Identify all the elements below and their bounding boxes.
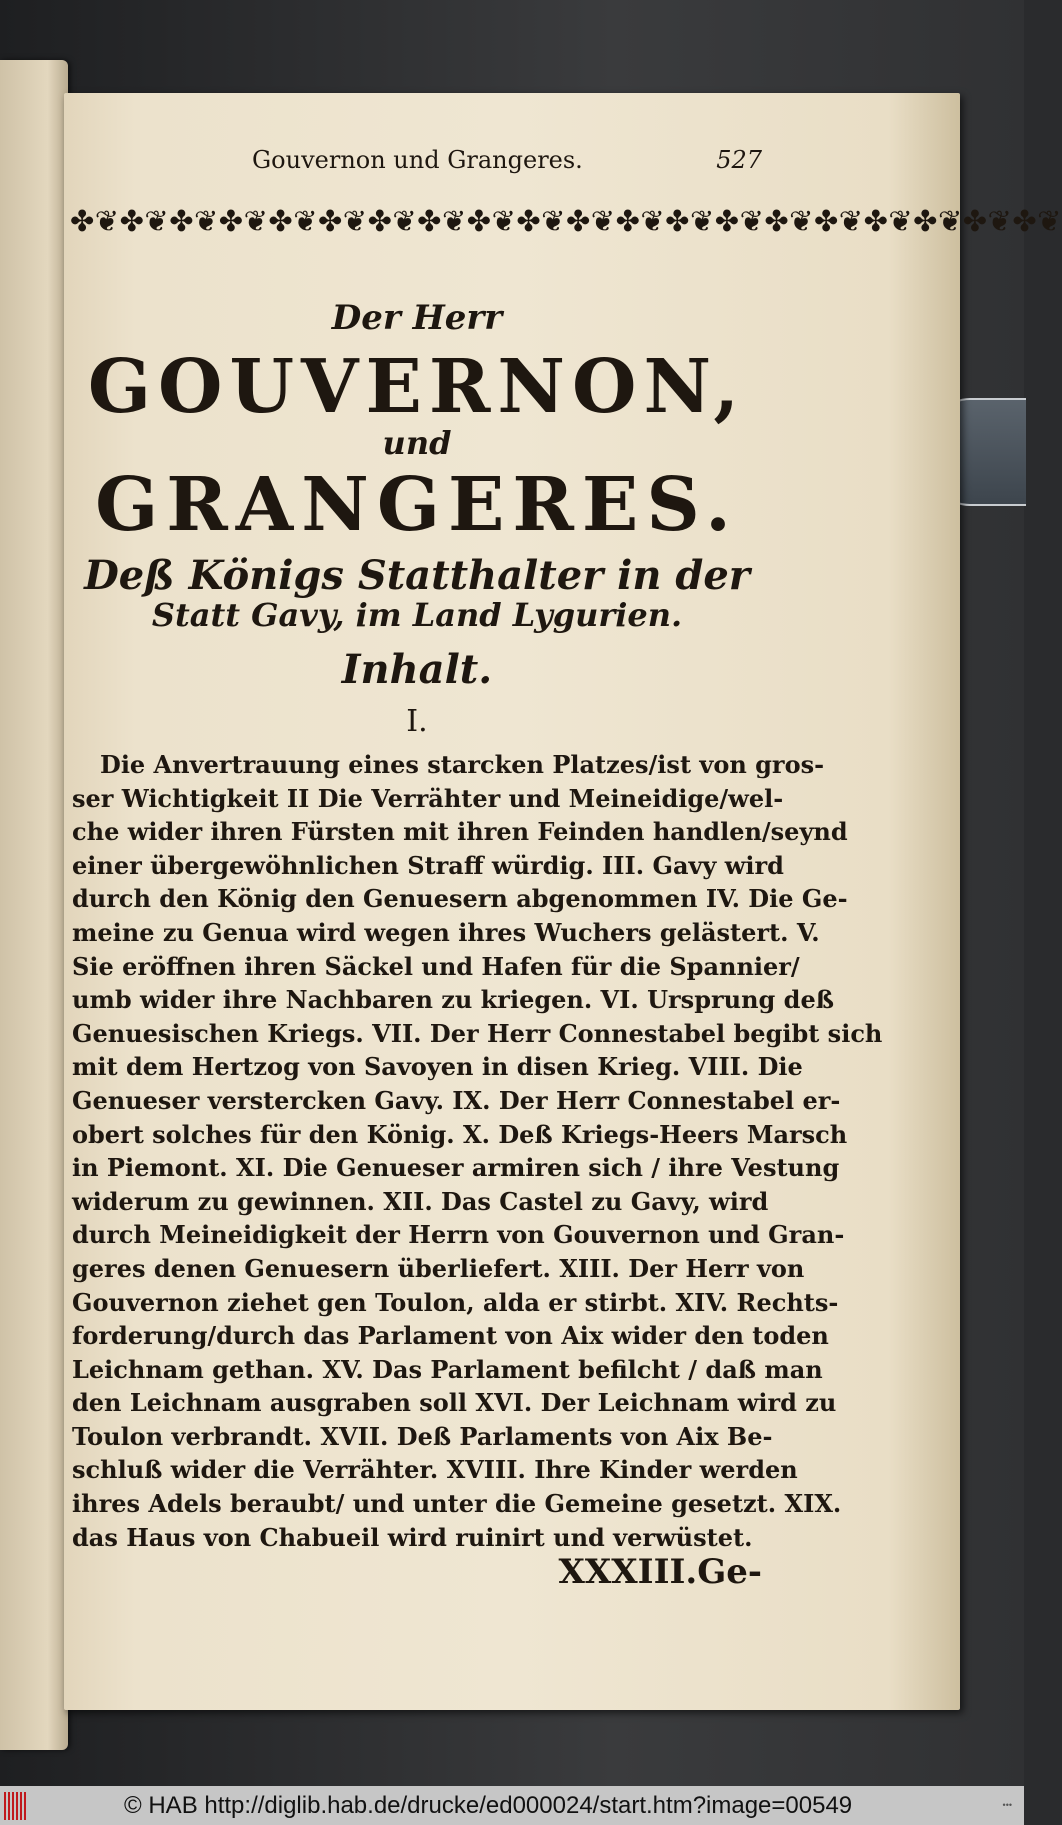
text-line: Leichnam gethan. XV. Das Parlament befilcht / daß man	[72, 1354, 823, 1384]
text-line: widerum zu gewinnen. XII. Das Castel zu Gavy, wird	[72, 1186, 769, 1216]
text-line: den Leichnam ausgraben soll XVI. Der Leichnam wird zu	[72, 1388, 837, 1418]
text-line: obert solches für den König. X. Deß Kriegs-Heers Marsch	[72, 1119, 848, 1149]
summary-text	[72, 748, 883, 1554]
heading-der-herr: Der Herr	[331, 298, 503, 338]
text-line: mit dem Hertzog von Savoyen in disen Krieg. VIII. Die	[72, 1052, 803, 1082]
text-line: meine zu Genua wird wegen ihres Wuchers gelästert. V.	[72, 917, 820, 947]
text-line: Sie eröffnen ihren Säckel und Hafen für die Spannier/	[72, 951, 800, 981]
catchword: XXXIII.Ge-	[558, 1552, 762, 1592]
copyright-url[interactable]: © HAB http://diglib.hab.de/drucke/ed000024/start.htm?image=00549	[124, 1792, 853, 1819]
text-line: Gouvernon ziehet gen Toulon, alda er stirbt. XIV. Rechts-	[72, 1287, 839, 1317]
footer-bar	[0, 1786, 1024, 1825]
hab-logo-icon	[4, 1792, 26, 1820]
text-line: Die Anvertrauung eines starcken Platzes/ist von gros-	[100, 750, 825, 779]
previous-page-edge	[0, 60, 68, 1750]
heading-grangeres: GRANGERES.	[95, 462, 739, 548]
text-line: das Haus von Chabueil wird ruinirt und verwüstet.	[72, 1522, 753, 1552]
text-line: ser Wichtigkeit II Die Verrähter und Meineidige/wel-	[72, 783, 784, 813]
text-line: Genueser verstercken Gavy. IX. Der Herr Connestabel er-	[72, 1085, 841, 1115]
ornament-band: ✤❦✤❦✤❦✤❦✤❦✤❦✤❦✤❦✤❦✤❦✤❦✤❦✤❦✤❦✤❦✤❦✤❦✤❦✤❦✤❦	[70, 204, 1062, 238]
subtitle-line-2: Statt Gavy, im Land Lygurien.	[151, 596, 683, 634]
heading-und: und	[382, 424, 452, 462]
text-line: durch Meineidigkeit der Herrn von Gouvernon und Gran-	[72, 1220, 845, 1250]
text-line: umb wider ihre Nachbaren zu kriegen. VI. Ursprung deß	[72, 985, 834, 1015]
heading-gouvernon: GOUVERNON,	[87, 344, 747, 430]
subtitle-line-1: Deß Königs Statthalter in der	[84, 552, 750, 599]
running-title: Gouvernon und Grangeres.	[252, 146, 583, 174]
text-line: schluß wider die Verrähter. XVIII. Ihre Kinder werden	[72, 1455, 798, 1485]
text-line: che wider ihren Fürsten mit ihren Feinden handlen/seynd	[72, 817, 848, 847]
text-line: in Piemont. XI. Die Genueser armiren sich / ihre Vestung	[72, 1153, 840, 1183]
section-inhalt: Inhalt.	[341, 646, 493, 693]
more-icon[interactable]: •••	[1002, 1800, 1012, 1810]
text-line: Genuesischen Kriegs. VII. Der Herr Connestabel begibt sich	[72, 1018, 883, 1048]
text-line: durch den König den Genuesern abgenommen IV. Die Ge-	[72, 884, 848, 914]
section-numeral: I.	[406, 704, 428, 739]
text-line: einer übergewöhnlichen Straff würdig. III. Gavy wird	[72, 850, 784, 880]
text-line: geres denen Genuesern überliefert. XIII. Der Herr von	[72, 1253, 805, 1283]
text-line: forderung/durch das Parlament von Aix wider den toden	[72, 1321, 829, 1351]
text-line: ihres Adels beraubt/ und unter die Gemeine gesetzt. XIX.	[72, 1489, 842, 1519]
text-line: Toulon verbrandt. XVII. Deß Parlaments von Aix Be-	[72, 1421, 773, 1451]
page-number: 527	[716, 146, 762, 174]
